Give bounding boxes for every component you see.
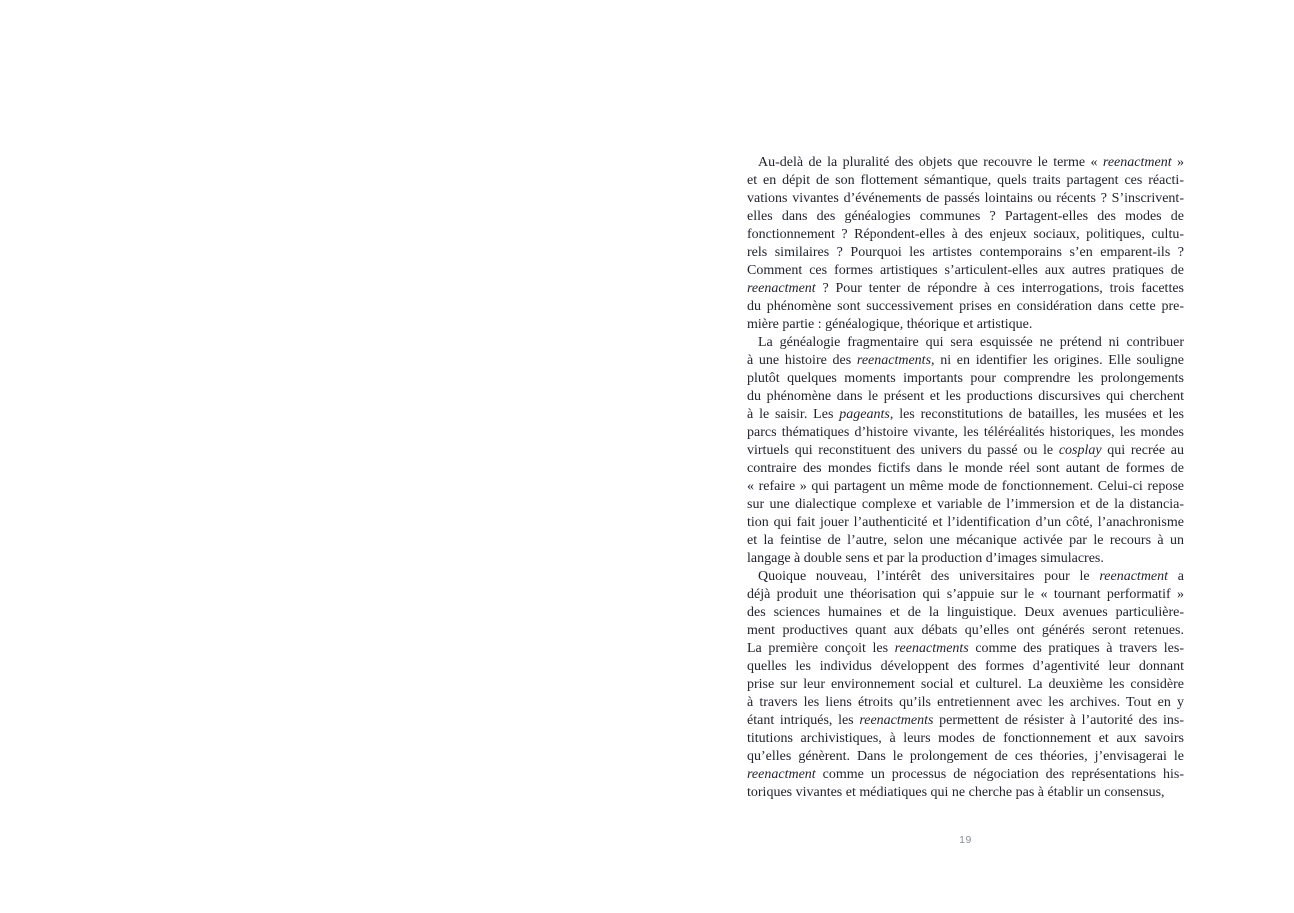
text-run: a <box>1168 569 1184 584</box>
text-run: La première conçoit les <box>747 641 895 656</box>
text-run: Au-delà de la pluralité des objets que recouvre le terme « <box>758 155 1103 170</box>
text-line <box>747 280 1184 298</box>
italic-term: reenactments <box>894 641 969 656</box>
text-line <box>747 262 1184 280</box>
text-run: des sciences humaines et de la linguistique. Deux avenues particulière- <box>747 605 1184 620</box>
text-run: vations vivantes d’événements de passés lointains ou récents ? S’inscrivent- <box>747 191 1184 206</box>
text-run: Quoique nouveau, l’intérêt des universitaires pour le <box>758 569 1100 584</box>
paragraph <box>747 568 1184 802</box>
text-run: permettent de résister à l’autorité des ins- <box>933 713 1184 728</box>
text-line <box>747 514 1184 532</box>
text-run: ? Pour tenter de répondre à ces interrogations, trois facettes <box>815 281 1184 296</box>
text-line <box>747 586 1184 604</box>
text-run: Comment ces formes artistiques s’articulent-elles aux autres pratiques de <box>747 263 1184 278</box>
text-line <box>747 424 1184 442</box>
text-line <box>747 532 1184 550</box>
text-run: langage à double sens et par la production d’images simulacres. <box>747 551 1104 566</box>
text-line <box>747 712 1184 730</box>
italic-term: reenactment <box>1102 155 1172 170</box>
text-run: qui recrée au <box>1101 443 1184 458</box>
text-run: quelles les individus développent des formes d’agentivité leur donnant <box>747 659 1184 674</box>
text-run: du phénomène sont successivement prises en considération dans cette pre- <box>747 299 1184 314</box>
paragraph <box>747 154 1184 334</box>
text-run: et la feintise de l’autre, selon une mécanique activée par le recours à un <box>747 533 1184 548</box>
text-line <box>747 694 1184 712</box>
text-run: toriques vivantes et médiatiques qui ne cherche pas à établir un consensus, <box>747 785 1165 800</box>
text-run: mière partie : généalogique, théorique et artistique. <box>747 317 1033 332</box>
text-line <box>747 478 1184 496</box>
text-run: à travers les liens étroits qu’ils entretiennent avec les archives. Tout en y <box>747 695 1184 710</box>
paragraph <box>747 334 1184 568</box>
italic-term: pageants <box>839 407 890 422</box>
text-run: « refaire » qui partagent un même mode de fonctionnement. Celui-ci repose <box>747 479 1184 494</box>
text-run: prise sur leur environnement social et culturel. La deuxième les considère <box>747 677 1184 692</box>
text-line <box>747 460 1184 478</box>
text-line <box>747 370 1184 388</box>
text-run: et en dépit de son flottement sémantique, quels traits partagent ces réacti- <box>747 173 1184 188</box>
text-run: » <box>1171 155 1185 170</box>
text-line <box>747 316 1184 334</box>
page-number: 19 <box>959 834 972 846</box>
text-column <box>747 154 1184 802</box>
italic-term: reenactments <box>859 713 934 728</box>
text-line <box>747 244 1184 262</box>
text-line <box>747 406 1184 424</box>
text-line <box>747 190 1184 208</box>
text-run: comme un processus de négociation des représentations his- <box>815 767 1184 782</box>
text-line <box>747 298 1184 316</box>
text-run: plutôt quelques moments importants pour comprendre les prolongements <box>747 371 1184 386</box>
text-run: contraire des mondes fictifs dans le monde réel sont autant de formes de <box>747 461 1184 476</box>
text-line <box>747 550 1184 568</box>
text-run: ment productives quant aux débats qu’elles ont générés seront retenues. <box>747 623 1184 638</box>
text-run: virtuels qui reconstituent des univers du passé ou le <box>747 443 1059 458</box>
italic-term: reenactment <box>747 281 816 296</box>
text-line <box>747 640 1184 658</box>
text-line <box>747 622 1184 640</box>
text-line <box>747 442 1184 460</box>
text-line <box>747 604 1184 622</box>
text-run: déjà produit une théorisation qui s’appuie sur le « tournant performatif » <box>747 587 1184 602</box>
italic-term: cosplay <box>1058 443 1102 458</box>
text-run: , ni en identifier les origines. Elle souligne <box>931 353 1184 368</box>
text-run: La généalogie fragmentaire qui sera esquissée ne prétend ni contribuer <box>758 335 1184 350</box>
text-run: elles dans des généalogies communes ? Partagent-elles des modes de <box>747 209 1184 224</box>
text-run: fonctionnement ? Répondent-elles à des enjeux sociaux, politiques, cultu- <box>747 227 1184 242</box>
text-run: comme des pratiques à travers les- <box>968 641 1184 656</box>
text-line <box>747 334 1184 352</box>
text-line <box>747 208 1184 226</box>
text-line <box>747 226 1184 244</box>
text-run: titutions archivistiques, à leurs modes de fonctionnement et aux savoirs <box>747 731 1184 746</box>
italic-term: reenactments <box>856 353 932 368</box>
text-run: tion qui fait jouer l’authenticité et l’identification d’un côté, l’anachronisme <box>747 515 1184 530</box>
text-run: qu’elles génèrent. Dans le prolongement de ces théories, j’envisagerai le <box>747 749 1184 764</box>
text-line <box>747 568 1184 586</box>
italic-term: reenactment <box>1099 569 1169 584</box>
text-line <box>747 784 1184 802</box>
text-run: sur une dialectique complexe et variable de l’immersion et de la distancia- <box>747 497 1184 512</box>
text-line <box>747 658 1184 676</box>
text-line <box>747 388 1184 406</box>
italic-term: reenactment <box>747 767 816 782</box>
text-line <box>747 352 1184 370</box>
text-run: rels similaires ? Pourquoi les artistes contemporains s’en emparent-ils ? <box>747 245 1184 260</box>
text-run: à une histoire des <box>747 353 857 368</box>
text-line <box>747 154 1184 172</box>
text-run: à le saisir. Les <box>747 407 840 422</box>
text-line <box>747 766 1184 784</box>
text-line <box>747 748 1184 766</box>
text-run: du phénomène dans le présent et les productions discursives qui cherchent <box>747 389 1184 404</box>
text-run: étant intriqués, les <box>747 713 860 728</box>
text-line <box>747 730 1184 748</box>
text-line <box>747 676 1184 694</box>
text-run: , les reconstitutions de batailles, les musées et les <box>889 407 1184 422</box>
text-run: parcs thématiques d’histoire vivante, les téléréalités historiques, les mondes <box>747 425 1184 440</box>
text-line <box>747 496 1184 514</box>
text-line <box>747 172 1184 190</box>
